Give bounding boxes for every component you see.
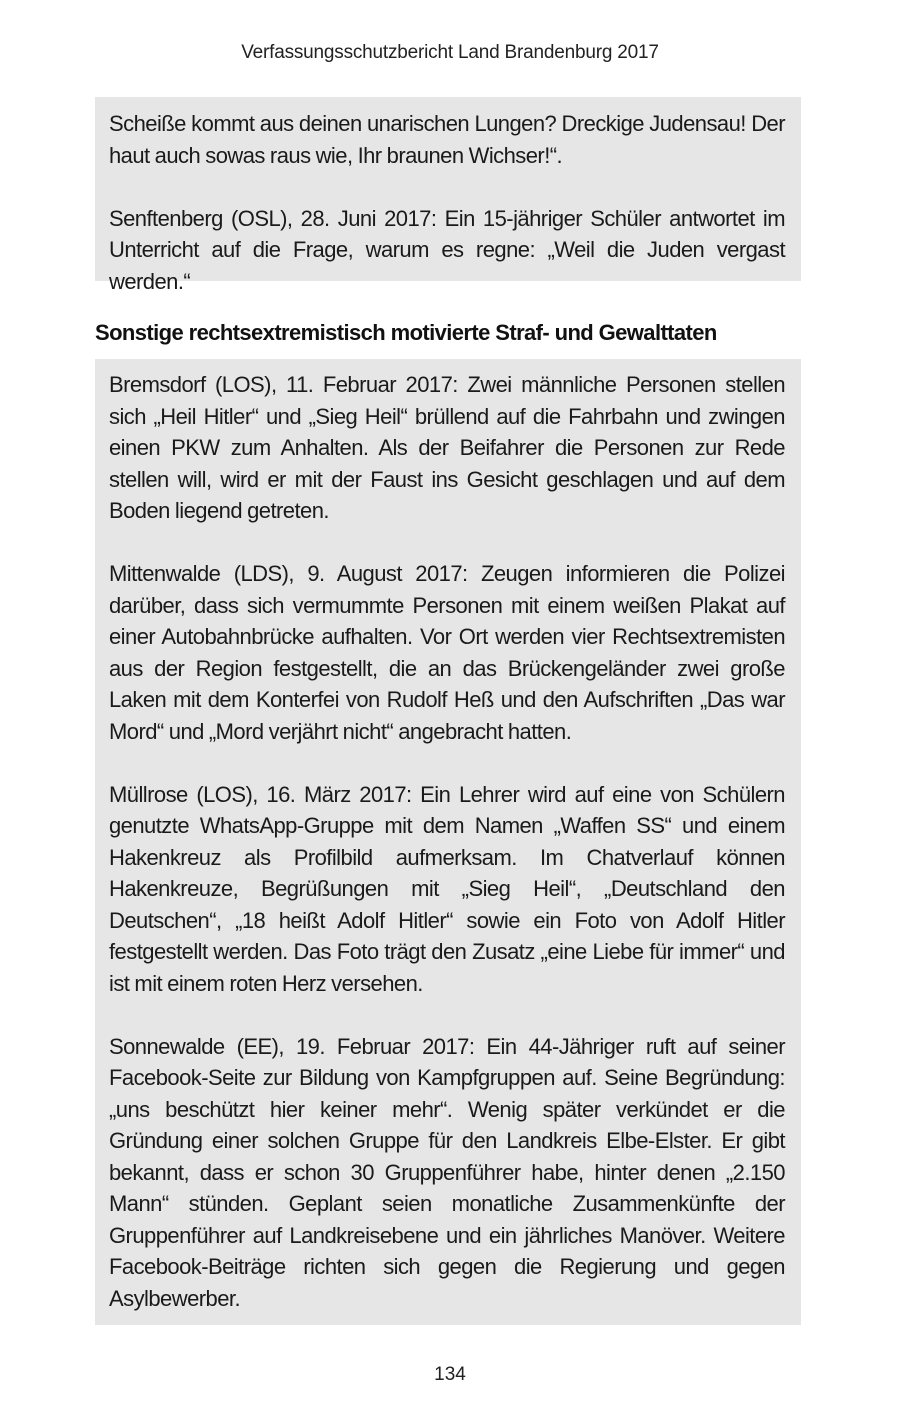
incident-paragraph: Bremsdorf (LOS), 11. Februar 2017: Zwei männliche Personen stellen sich „Heil Hitler“ und „Sieg Heil“ brüllend auf die Fahrbahn und zwingen einen PKW zum Anhalten. Als der Beifahrer die Personen zur Rede stellen will, wird er mit der Faust ins Gesicht geschlagen und auf dem Boden liegend getreten. [109, 372, 785, 523]
incident-paragraph: Mittenwalde (LDS), 9. August 2017: Zeugen informieren die Polizei darüber, dass sich vermummte Personen mit einem weißen Plakat auf einer Autobahnbrücke aufhalten. Vor Ort werden vier Rechtsextremisten aus der Region festgestellt, die an das Brückengeländer zwei große Laken mit dem Konterfei von Rudolf Heß und den Aufschriften „Das war Mord“ und „Mord verjährt nicht“ angebracht hatten. [109, 561, 785, 744]
paragraph-spacer [109, 527, 785, 559]
incident-paragraph: Senftenberg (OSL), 28. Juni 2017: Ein 15-jähriger Schüler antwortet im Unterricht auf die Frage, warum es regne: „Weil die Juden vergast werden.“ [109, 205, 785, 294]
paragraph-spacer [109, 171, 785, 203]
incident-box-main [95, 359, 801, 1325]
incident-paragraph: Sonnewalde (EE), 19. Februar 2017: Ein 44-Jähriger ruft auf seiner Facebook-Seite zur Bildung von Kampfgruppen auf. Seine Begründung: „uns beschützt hier keiner mehr“. Wenig später verkündet er die Gründung einer solchen Gruppe für den Landkreis Elbe-Elster. Er gibt bekannt, dass er schon 30 Gruppenführer habe, hinter denen „2.150 Mann“ stünden. Geplant seien monatliche Zusammenkünfte der Gruppenführer auf Landkreisebene und ein jährliches Manöver. Weitere Facebook-Beiträge richten sich gegen die Regierung und gegen Asylbewerber. [109, 1033, 785, 1311]
incident-paragraph: Müllrose (LOS), 16. März 2017: Ein Lehrer wird auf eine von Schülern genutzte WhatsApp-Gruppe mit dem Namen „Waffen SS“ und einem Hakenkreuz als Profilbild aufmerksam. Im Chatverlauf können Hakenkreuze, Begrüßungen mit „Sieg Heil“, „Deutschland den Deutschen“, „18 heißt Adolf Hitler“ sowie ein Foto von Adolf Hitler festgestellt werden. Das Foto trägt den Zusatz „eine Liebe für immer“ und ist mit einem roten Herz versehen. [109, 781, 785, 996]
paragraph-spacer [109, 747, 785, 779]
section-heading: Sonstige rechtsextremistisch motivierte Straf- und Gewalttaten [95, 320, 717, 345]
paragraph-spacer [109, 999, 785, 1031]
incident-box-top [95, 97, 801, 294]
incident-paragraph: Scheiße kommt aus deinen unarischen Lungen? Dreckige Judensau! Der haut auch sowas raus wie, Ihr braunen Wichser!“. [109, 111, 785, 168]
page-number: 134 [434, 1364, 466, 1385]
running-header: Verfassungsschutzbericht Land Brandenburg 2017 [241, 42, 659, 63]
